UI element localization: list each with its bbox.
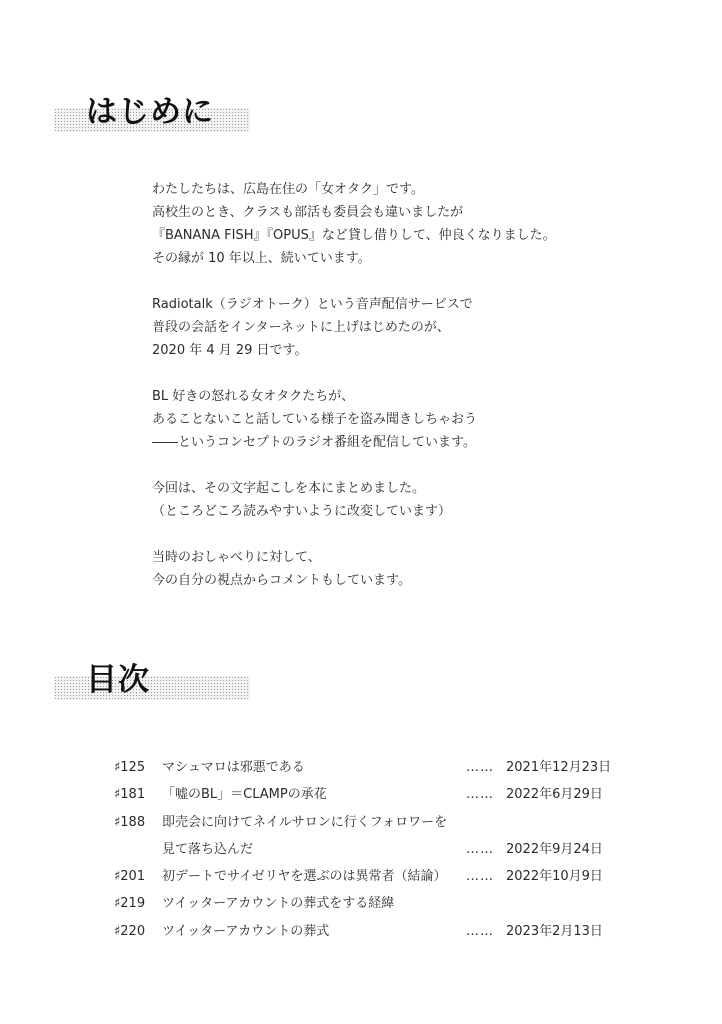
intro-line: 当時のおしゃべりに対して、 (152, 550, 321, 565)
toc-entry (114, 890, 634, 917)
toc-entry-leader: …… (466, 869, 494, 885)
intro-heading-text: はじめに (86, 94, 214, 130)
toc-entry-leader: …… (466, 923, 494, 939)
table-of-contents (114, 754, 634, 945)
toc-entry-number: ♯181 (114, 787, 146, 803)
toc-entry-title: ツイッターアカウントの葬式をする経緯 (162, 896, 395, 912)
toc-entry-date: 2021年12月23日 (506, 760, 612, 775)
intro-line: Radiotalk（ラジオトーク）という音声配信サービスで (152, 297, 473, 312)
intro-body (152, 178, 622, 592)
toc-entry (114, 754, 634, 781)
intro-line: 高校生のとき、クラスも部活も委員会も違いましたが (152, 205, 464, 220)
toc-entry-number: ♯188 (114, 814, 146, 830)
intro-paragraph (152, 546, 622, 592)
intro-heading (54, 92, 250, 152)
toc-entry-number: ♯220 (114, 923, 146, 939)
toc-entry-number: ♯219 (114, 896, 146, 912)
intro-line: 2020 年 4 月 29 日です。 (152, 343, 308, 358)
heading-dotted-band (54, 676, 250, 700)
intro-line: 『BANANA FISH』『OPUS』など貸し借りして、仲良くなりました。 (152, 228, 556, 243)
intro-line: BL 好きの怒れる女オタクたちが、 (152, 389, 355, 404)
toc-entry-date: 2022年9月24日 (506, 841, 603, 857)
toc-entry-date: 2023年2月13日 (506, 923, 603, 939)
toc-entry-date: 2022年6月29日 (506, 787, 603, 803)
toc-heading (54, 660, 250, 720)
intro-line: 今回は、その文字起こしを本にまとめました。 (152, 481, 426, 496)
toc-entry (114, 918, 634, 945)
toc-entry (114, 836, 634, 863)
toc-entry (114, 809, 634, 836)
intro-paragraph (152, 178, 622, 270)
toc-entry (114, 781, 634, 808)
intro-line: 今の自分の視点からコメントもしています。 (152, 573, 411, 588)
toc-entry-title: マシュマロは邪悪である (162, 760, 305, 775)
toc-entry-title: 見て落ち込んだ (162, 841, 254, 857)
toc-entry-number: ♯201 (114, 869, 146, 885)
toc-entry-number: ♯125 (114, 760, 146, 775)
intro-line: （ところどころ読みやすいように改変しています） (152, 504, 452, 519)
toc-entry (114, 863, 634, 890)
toc-entry-title: 「嘘のBL」＝CLAMPの承花 (162, 787, 327, 803)
toc-entry-leader: …… (466, 760, 494, 775)
intro-paragraph (152, 477, 622, 523)
toc-entry-title: ツイッターアカウントの葬式 (162, 923, 330, 939)
intro-line: あることないこと話している様子を盗み聞きしちゃおう (152, 412, 478, 427)
toc-entry-date: 2022年10月9日 (506, 869, 603, 885)
intro-paragraph (152, 293, 622, 362)
toc-entry-leader: …… (466, 787, 494, 803)
intro-paragraph (152, 385, 622, 454)
toc-entry-leader: …… (466, 841, 494, 857)
toc-heading-text: 目次 (86, 662, 150, 698)
intro-line: 普段の会話をインターネットに上げはじめたのが、 (152, 320, 450, 335)
intro-line: わたしたちは、広島在住の「女オタク」です。 (152, 182, 424, 197)
intro-line: ――というコンセプトのラジオ番組を配信しています。 (152, 435, 476, 450)
toc-entry-title: 即売会に向けてネイルサロンに行くフォロワーを (162, 814, 448, 830)
toc-entry-title: 初デートでサイゼリヤを選ぶのは異常者（結論） (162, 869, 447, 885)
intro-line: その縁が 10 年以上、続いています。 (152, 251, 371, 266)
